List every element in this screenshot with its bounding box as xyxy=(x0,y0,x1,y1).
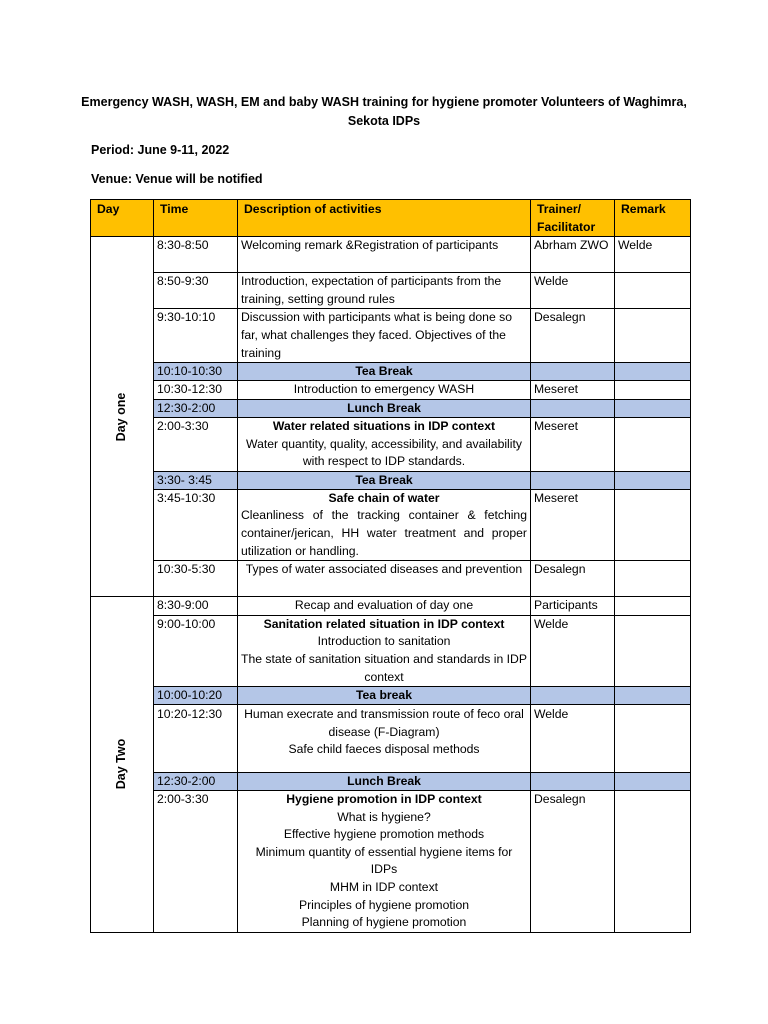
activity-cell xyxy=(238,615,531,686)
trainer-cell: Welde xyxy=(531,705,615,773)
time-cell: 3:30- 3:45 xyxy=(154,471,238,489)
time-cell: 3:45-10:30 xyxy=(154,489,238,560)
document-title: Emergency WASH, WASH, EM and baby WASH training for hygiene promoter Volunteers of Waghimra, Sekota IDPs xyxy=(81,95,687,128)
header-day: Day xyxy=(91,200,154,237)
table-row xyxy=(91,597,691,616)
remark-cell xyxy=(615,273,691,309)
remark-cell: Welde xyxy=(615,237,691,273)
time-cell: 12:30-2:00 xyxy=(154,399,238,417)
trainer-cell: Abrham ZWO xyxy=(531,237,615,273)
activity-line: Minimum quantity of essential hygiene items for IDPs xyxy=(255,844,513,877)
table-row xyxy=(91,417,691,471)
trainer-cell: Desalegn xyxy=(531,791,615,933)
time-cell: 12:30-2:00 xyxy=(154,773,238,791)
activity-cell: Recap and evaluation of day one xyxy=(238,597,531,616)
time-cell: 9:00-10:00 xyxy=(154,615,238,686)
break-label: Tea Break xyxy=(238,471,531,489)
time-cell: 9:30-10:10 xyxy=(154,309,238,363)
trainer-cell xyxy=(531,687,615,705)
time-cell: 10:30-12:30 xyxy=(154,381,238,400)
activity-cell: Introduction to emergency WASH xyxy=(238,381,531,400)
trainer-cell: Participants xyxy=(531,597,615,616)
trainer-cell: Welde xyxy=(531,615,615,686)
activity-line: The state of sanitation situation and standards in IDP context xyxy=(241,651,527,684)
activity-heading: Hygiene promotion in IDP context xyxy=(286,792,482,807)
table-header-row xyxy=(91,200,691,237)
table-row xyxy=(91,489,691,560)
activity-line: What is hygiene? xyxy=(337,809,431,824)
activity-line: Human execrate and transmission route of feco oral disease (F-Diagram) xyxy=(244,707,524,739)
table-row-break xyxy=(91,687,691,705)
remark-cell xyxy=(615,615,691,686)
activity-heading: Safe chain of water xyxy=(328,490,440,505)
time-cell: 10:10-10:30 xyxy=(154,363,238,381)
remark-cell xyxy=(615,597,691,616)
remark-cell xyxy=(615,399,691,417)
time-cell: 10:30-5:30 xyxy=(154,561,238,597)
table-row xyxy=(91,273,691,309)
time-cell: 2:00-3:30 xyxy=(154,791,238,933)
trainer-cell xyxy=(531,471,615,489)
remark-cell xyxy=(615,489,691,560)
activity-line: Planning of hygiene promotion xyxy=(301,915,467,930)
remark-cell xyxy=(615,309,691,363)
activity-cell xyxy=(238,791,531,933)
remark-cell xyxy=(615,705,691,773)
activity-line: Introduction to sanitation xyxy=(317,634,451,649)
activity-cell: Types of water associated diseases and prevention xyxy=(238,561,531,597)
table-row xyxy=(91,309,691,363)
table-row-break xyxy=(91,471,691,489)
time-cell: 8:30-9:00 xyxy=(154,597,238,616)
activity-detail: Cleanliness of the tracking container & fetching container/jerican, HH water treatment and proper utilization or handling. xyxy=(241,508,527,558)
remark-cell xyxy=(615,561,691,597)
break-label: Tea Break xyxy=(238,363,531,381)
trainer-cell xyxy=(531,363,615,381)
header-trainer: Trainer/ Facilitator xyxy=(531,200,615,237)
remark-cell xyxy=(615,773,691,791)
day-two-cell xyxy=(91,597,154,933)
remark-cell xyxy=(615,381,691,400)
break-label: Tea break xyxy=(238,687,531,705)
activity-cell xyxy=(238,489,531,560)
activity-cell: Introduction, expectation of participants from the training, setting ground rules xyxy=(238,273,531,309)
activity-heading: Sanitation related situation in IDP context xyxy=(263,616,505,631)
day-one-label: Day one xyxy=(114,392,129,441)
schedule-table xyxy=(90,199,691,933)
table-row xyxy=(91,615,691,686)
remark-cell xyxy=(615,363,691,381)
table-row xyxy=(91,381,691,400)
remark-cell xyxy=(615,687,691,705)
trainer-cell xyxy=(531,773,615,791)
activity-heading: Water related situations in IDP context xyxy=(272,418,496,433)
trainer-cell: Desalegn xyxy=(531,309,615,363)
activity-line: MHM in IDP context xyxy=(329,880,439,895)
table-row-break xyxy=(91,773,691,791)
table-row xyxy=(91,705,691,773)
trainer-cell: Welde xyxy=(531,273,615,309)
day-one-cell xyxy=(91,237,154,597)
table-row xyxy=(91,237,691,273)
activity-line: Safe child faeces disposal methods xyxy=(288,742,480,757)
day-two-label: Day Two xyxy=(114,739,129,790)
trainer-cell: Desalegn xyxy=(531,561,615,597)
time-cell: 10:00-10:20 xyxy=(154,687,238,705)
break-label: Lunch Break xyxy=(238,773,531,791)
time-cell: 10:20-12:30 xyxy=(154,705,238,773)
break-label: Lunch Break xyxy=(238,399,531,417)
venue-line: Venue: Venue will be notified xyxy=(91,172,263,186)
trainer-cell: Meseret xyxy=(531,489,615,560)
table-row-break xyxy=(91,399,691,417)
trainer-cell: Meseret xyxy=(531,417,615,471)
period-line: Period: June 9-11, 2022 xyxy=(91,143,230,157)
activity-detail: Water quantity, quality, accessibility, and availability with respect to IDP standards. xyxy=(246,436,522,469)
time-cell: 8:50-9:30 xyxy=(154,273,238,309)
trainer-cell: Meseret xyxy=(531,381,615,400)
header-remark: Remark xyxy=(615,200,691,237)
trainer-cell xyxy=(531,399,615,417)
activity-line: Effective hygiene promotion methods xyxy=(283,827,485,842)
activity-cell: Welcoming remark &Registration of participants xyxy=(238,237,531,273)
remark-cell xyxy=(615,417,691,471)
activity-cell: Discussion with participants what is being done so far, what challenges they faced. Objectives of the training xyxy=(238,309,531,363)
table-row xyxy=(91,791,691,933)
time-cell: 2:00-3:30 xyxy=(154,417,238,471)
table-row-break xyxy=(91,363,691,381)
remark-cell xyxy=(615,471,691,489)
activity-cell xyxy=(238,705,531,773)
activity-cell xyxy=(238,417,531,471)
table-row xyxy=(91,561,691,597)
time-cell: 8:30-8:50 xyxy=(154,237,238,273)
activity-line: Principles of hygiene promotion xyxy=(298,897,470,912)
header-time: Time xyxy=(154,200,238,237)
remark-cell xyxy=(615,791,691,933)
header-description: Description of activities xyxy=(238,200,531,237)
